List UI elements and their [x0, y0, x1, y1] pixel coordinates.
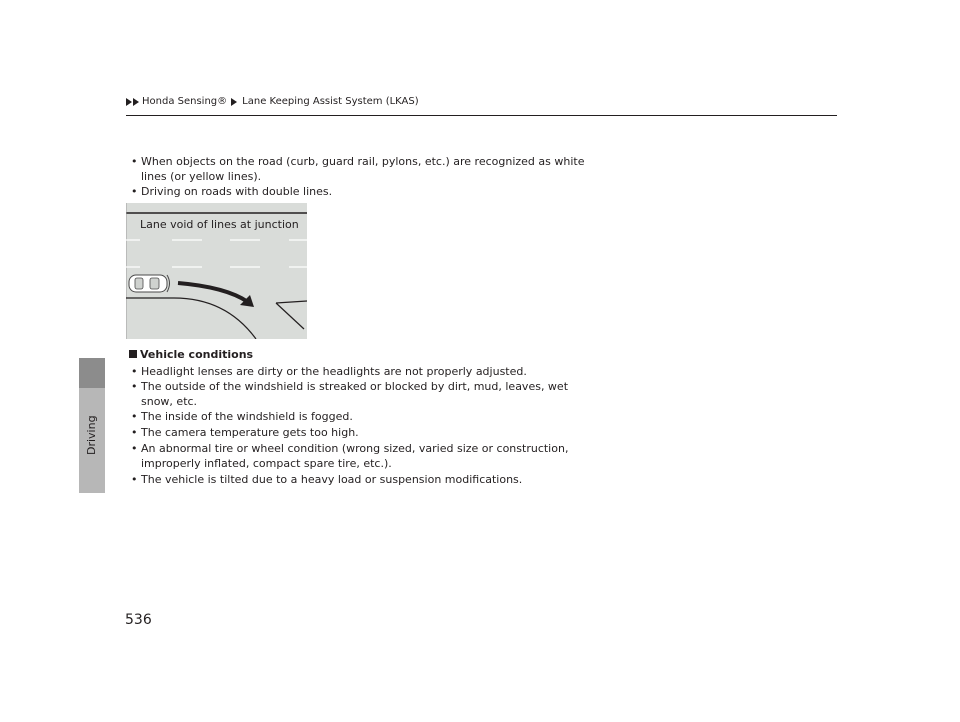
breadcrumb-arrow-icon	[231, 98, 237, 106]
breadcrumb-arrow-icon	[133, 98, 139, 106]
bullet-text: snow, etc.	[141, 395, 198, 408]
bullet-text: An abnormal tire or wheel condition (wrong sized, varied size or construction,	[141, 442, 569, 455]
figure-caption: Lane void of lines at junction	[140, 218, 299, 231]
bullet-text: improperly inflated, compact spare tire, etc.).	[141, 457, 392, 470]
bullet-text: The outside of the windshield is streaked or blocked by dirt, mud, leaves, wet	[141, 380, 569, 393]
bullet-text: lines (or yellow lines).	[141, 170, 262, 183]
section-heading	[129, 348, 253, 361]
bullet-icon: •	[131, 380, 138, 393]
bullet-icon: •	[131, 473, 138, 486]
side-tab-marker	[79, 358, 105, 388]
breadcrumb-item-lkas[interactable]: Lane Keeping Assist System (LKAS)	[242, 96, 419, 107]
bullet-icon: •	[131, 185, 138, 198]
bullet-text: The vehicle is tilted due to a heavy load or suspension modifications.	[141, 473, 523, 486]
square-bullet-icon	[129, 350, 137, 358]
bullet-text: The camera temperature gets too high.	[141, 426, 359, 439]
side-tab-label: Driving	[85, 415, 98, 455]
bullet-icon: •	[131, 426, 138, 439]
breadcrumb	[126, 96, 419, 107]
car-top-view-icon	[129, 275, 170, 292]
bullet-icon: •	[131, 155, 138, 168]
bullet-text: Driving on roads with double lines.	[141, 185, 333, 198]
bullet-text: The inside of the windshield is fogged.	[141, 410, 353, 423]
bullet-text: Headlight lenses are dirty or the headlights are not properly adjusted.	[141, 365, 527, 378]
breadcrumb-arrow-icon	[126, 98, 132, 106]
bullet-icon: •	[131, 365, 138, 378]
header-divider	[126, 115, 837, 116]
breadcrumb-item-honda-sensing[interactable]: Honda Sensing®	[142, 96, 228, 107]
bullet-text: When objects on the road (curb, guard rail, pylons, etc.) are recognized as white	[141, 155, 585, 168]
bullet-icon: •	[131, 410, 138, 423]
lane-junction-figure	[126, 203, 307, 339]
page-number: 536	[125, 612, 152, 628]
bullet-icon: •	[131, 442, 138, 455]
section-heading-text: Vehicle conditions	[140, 348, 254, 361]
